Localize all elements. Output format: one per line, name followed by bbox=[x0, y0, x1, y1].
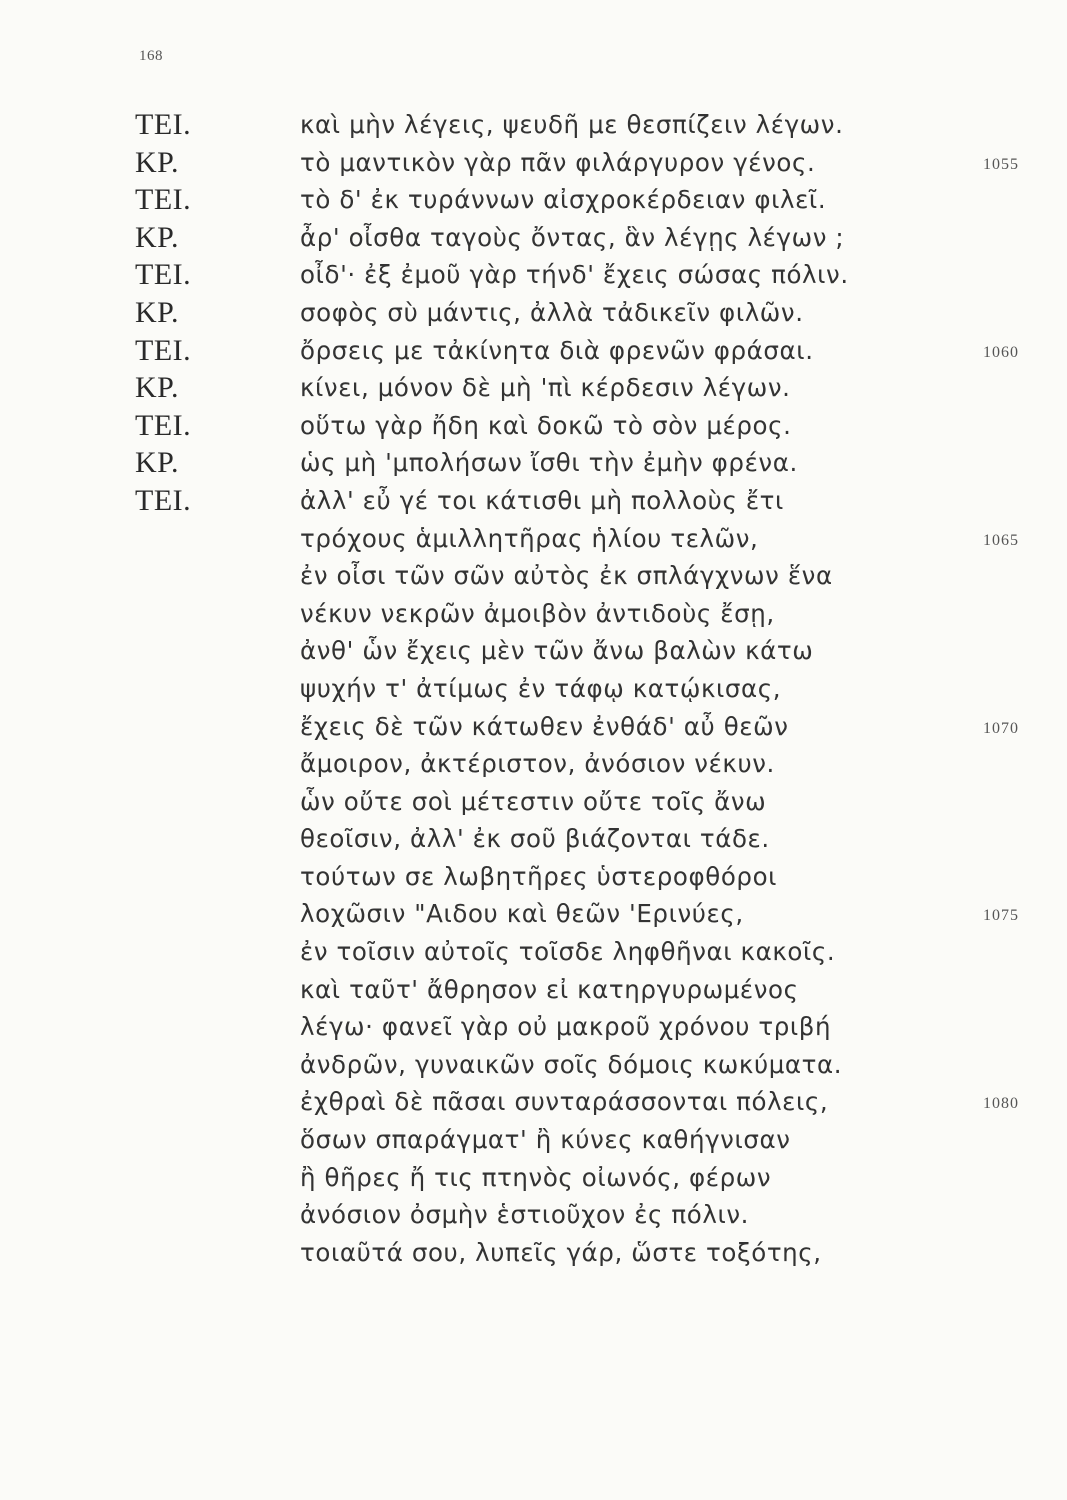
verse-text: ἆρ' οἶσθα ταγοὺς ὄντας, ἃν λέγῃς λέγων ; bbox=[300, 222, 845, 252]
speaker-label: TEI. bbox=[135, 333, 192, 367]
speaker-label: TEI. bbox=[135, 483, 192, 517]
verse-text: ἔχεις δὲ τῶν κάτωθεν ἐνθάδ' αὖ θεῶν bbox=[300, 711, 789, 741]
verse-text: λοχῶσιν "Αιδου καὶ θεῶν 'Ερινύες, bbox=[300, 899, 744, 929]
line-number: 1075 bbox=[983, 907, 1019, 925]
verse-text: ἐν τοῖσιν αὐτοῖς τοῖσδε ληφθῆναι κακοῖς. bbox=[300, 937, 836, 967]
verse-text: θεοῖσιν, ἀλλ' ἐκ σοῦ βιάζονται τάδε. bbox=[300, 824, 770, 854]
verse-line bbox=[0, 971, 1067, 1009]
verse-line bbox=[0, 444, 1067, 482]
verse-line bbox=[0, 820, 1067, 858]
verse-text: τούτων σε λωβητῆρες ὑστεροφθόροι bbox=[300, 861, 778, 891]
verse-lines bbox=[0, 106, 1067, 1271]
speaker-label: TEI. bbox=[135, 408, 192, 442]
line-number: 1070 bbox=[983, 719, 1019, 737]
verse-line bbox=[0, 482, 1067, 520]
verse-line bbox=[0, 783, 1067, 821]
verse-line bbox=[0, 1234, 1067, 1272]
line-number: 1060 bbox=[983, 343, 1019, 361]
verse-line bbox=[0, 106, 1067, 144]
verse-text: τὸ μαντικὸν γὰρ πᾶν φιλάργυρον γένος. bbox=[300, 147, 816, 177]
verse-text: ὧν οὔτε σοὶ μέτεστιν οὔτε τοῖς ἄνω bbox=[300, 786, 767, 816]
verse-line bbox=[0, 858, 1067, 896]
verse-text: νέκυν νεκρῶν ἀμοιβὸν ἀντιδοὺς ἔσῃ, bbox=[300, 598, 775, 628]
speaker-label: TEI. bbox=[135, 108, 192, 141]
verse-text: ἢ θῆρες ἤ τις πτηνὸς οἰωνός, φέρων bbox=[300, 1162, 772, 1192]
verse-text: οἶδ'· ἐξ ἐμοῦ γὰρ τήνδ' ἔχεις σώσας πόλιν. bbox=[300, 260, 849, 290]
verse-text: ἀνόσιον ὀσμὴν ἑστιοῦχον ἐς πόλιν. bbox=[300, 1200, 750, 1230]
verse-line bbox=[0, 294, 1067, 332]
verse-text: ὄρσεις με τἀκίνητα διὰ φρενῶν φράσαι. bbox=[300, 335, 814, 365]
verse-line bbox=[0, 407, 1067, 445]
page-number: 168 bbox=[139, 48, 163, 64]
verse-text: σοφὸς σὺ μάντις, ἀλλὰ τἀδικεῖν φιλῶν. bbox=[300, 297, 804, 327]
verse-line bbox=[0, 1196, 1067, 1234]
verse-line bbox=[0, 745, 1067, 783]
verse-text: τὸ δ' ἐκ τυράννων αἰσχροκέρδειαν φιλεῖ. bbox=[300, 185, 827, 215]
verse-text: καὶ μὴν λέγεις, ψευδῆ με θεσπίζειν λέγων. bbox=[300, 110, 844, 139]
verse-line bbox=[0, 332, 1067, 370]
verse-text: οὕτω γὰρ ἤδη καὶ δοκῶ τὸ σὸν μέρος. bbox=[300, 410, 792, 440]
verse-line bbox=[0, 595, 1067, 633]
verse-text: ἀνθ' ὧν ἔχεις μὲν τῶν ἄνω βαλὼν κάτω bbox=[300, 636, 814, 666]
verse-text: ἐν οἶσι τῶν σῶν αὐτὸς ἐκ σπλάγχνων ἕνα bbox=[300, 561, 833, 591]
verse-line bbox=[0, 708, 1067, 746]
speaker-label: KP. bbox=[135, 220, 180, 254]
verse-line bbox=[0, 144, 1067, 182]
verse-line bbox=[0, 632, 1067, 670]
verse-line bbox=[0, 1159, 1067, 1197]
verse-text: ἄμοιρον, ἀκτέριστον, ἀνόσιον νέκυν. bbox=[300, 749, 775, 779]
speaker-label: KP. bbox=[135, 145, 180, 179]
verse-text: καὶ ταῦτ' ἄθρησον εἰ κατηργυρωμένος bbox=[300, 974, 799, 1004]
verse-line bbox=[0, 933, 1067, 971]
verse-line bbox=[0, 1008, 1067, 1046]
speaker-label: TEI. bbox=[135, 258, 192, 292]
verse-text: τοιαῦτά σου, λυπεῖς γάρ, ὥστε τοξότης, bbox=[300, 1237, 822, 1267]
verse-text: ἀνδρῶν, γυναικῶν σοῖς δόμοις κωκύματα. bbox=[300, 1049, 843, 1079]
verse-text: ψυχήν τ' ἀτίμως ἐν τάφῳ κατῴκισας, bbox=[300, 673, 782, 703]
verse-line bbox=[0, 670, 1067, 708]
verse-line bbox=[0, 1121, 1067, 1159]
line-number: 1080 bbox=[983, 1095, 1019, 1113]
speaker-label: TEI. bbox=[135, 183, 192, 217]
verse-line bbox=[0, 219, 1067, 257]
speaker-label: KP. bbox=[135, 371, 180, 405]
verse-line bbox=[0, 520, 1067, 558]
verse-text: κίνει, μόνον δὲ μὴ 'πὶ κέρδεσιν λέγων. bbox=[300, 373, 791, 403]
verse-line bbox=[0, 557, 1067, 595]
speaker-label: KP. bbox=[135, 446, 180, 480]
verse-line bbox=[0, 181, 1067, 219]
line-number: 1065 bbox=[983, 531, 1019, 549]
verse-text: ὡς μὴ 'μπολήσων ἴσθι τὴν ἐμὴν φρένα. bbox=[300, 448, 798, 478]
verse-text: ὅσων σπαράγματ' ἢ κύνες καθήγνισαν bbox=[300, 1125, 791, 1155]
speaker-label: KP. bbox=[135, 295, 180, 329]
verse-text: ἀλλ' εὖ γέ τοι κάτισθι μὴ πολλοὺς ἔτι bbox=[300, 485, 784, 515]
verse-line bbox=[0, 1046, 1067, 1084]
verse-line bbox=[0, 895, 1067, 933]
verse-text: ἐχθραὶ δὲ πᾶσαι συνταράσσονται πόλεις, bbox=[300, 1087, 829, 1117]
line-number: 1055 bbox=[983, 155, 1019, 173]
verse-line bbox=[0, 256, 1067, 294]
verse-text: λέγω· φανεῖ γὰρ οὐ μακροῦ χρόνου τριβή bbox=[300, 1012, 832, 1042]
verse-line bbox=[0, 1083, 1067, 1121]
verse-text: τρόχους ἁμιλλητῆρας ἡλίου τελῶν, bbox=[300, 523, 759, 553]
verse-line bbox=[0, 369, 1067, 407]
